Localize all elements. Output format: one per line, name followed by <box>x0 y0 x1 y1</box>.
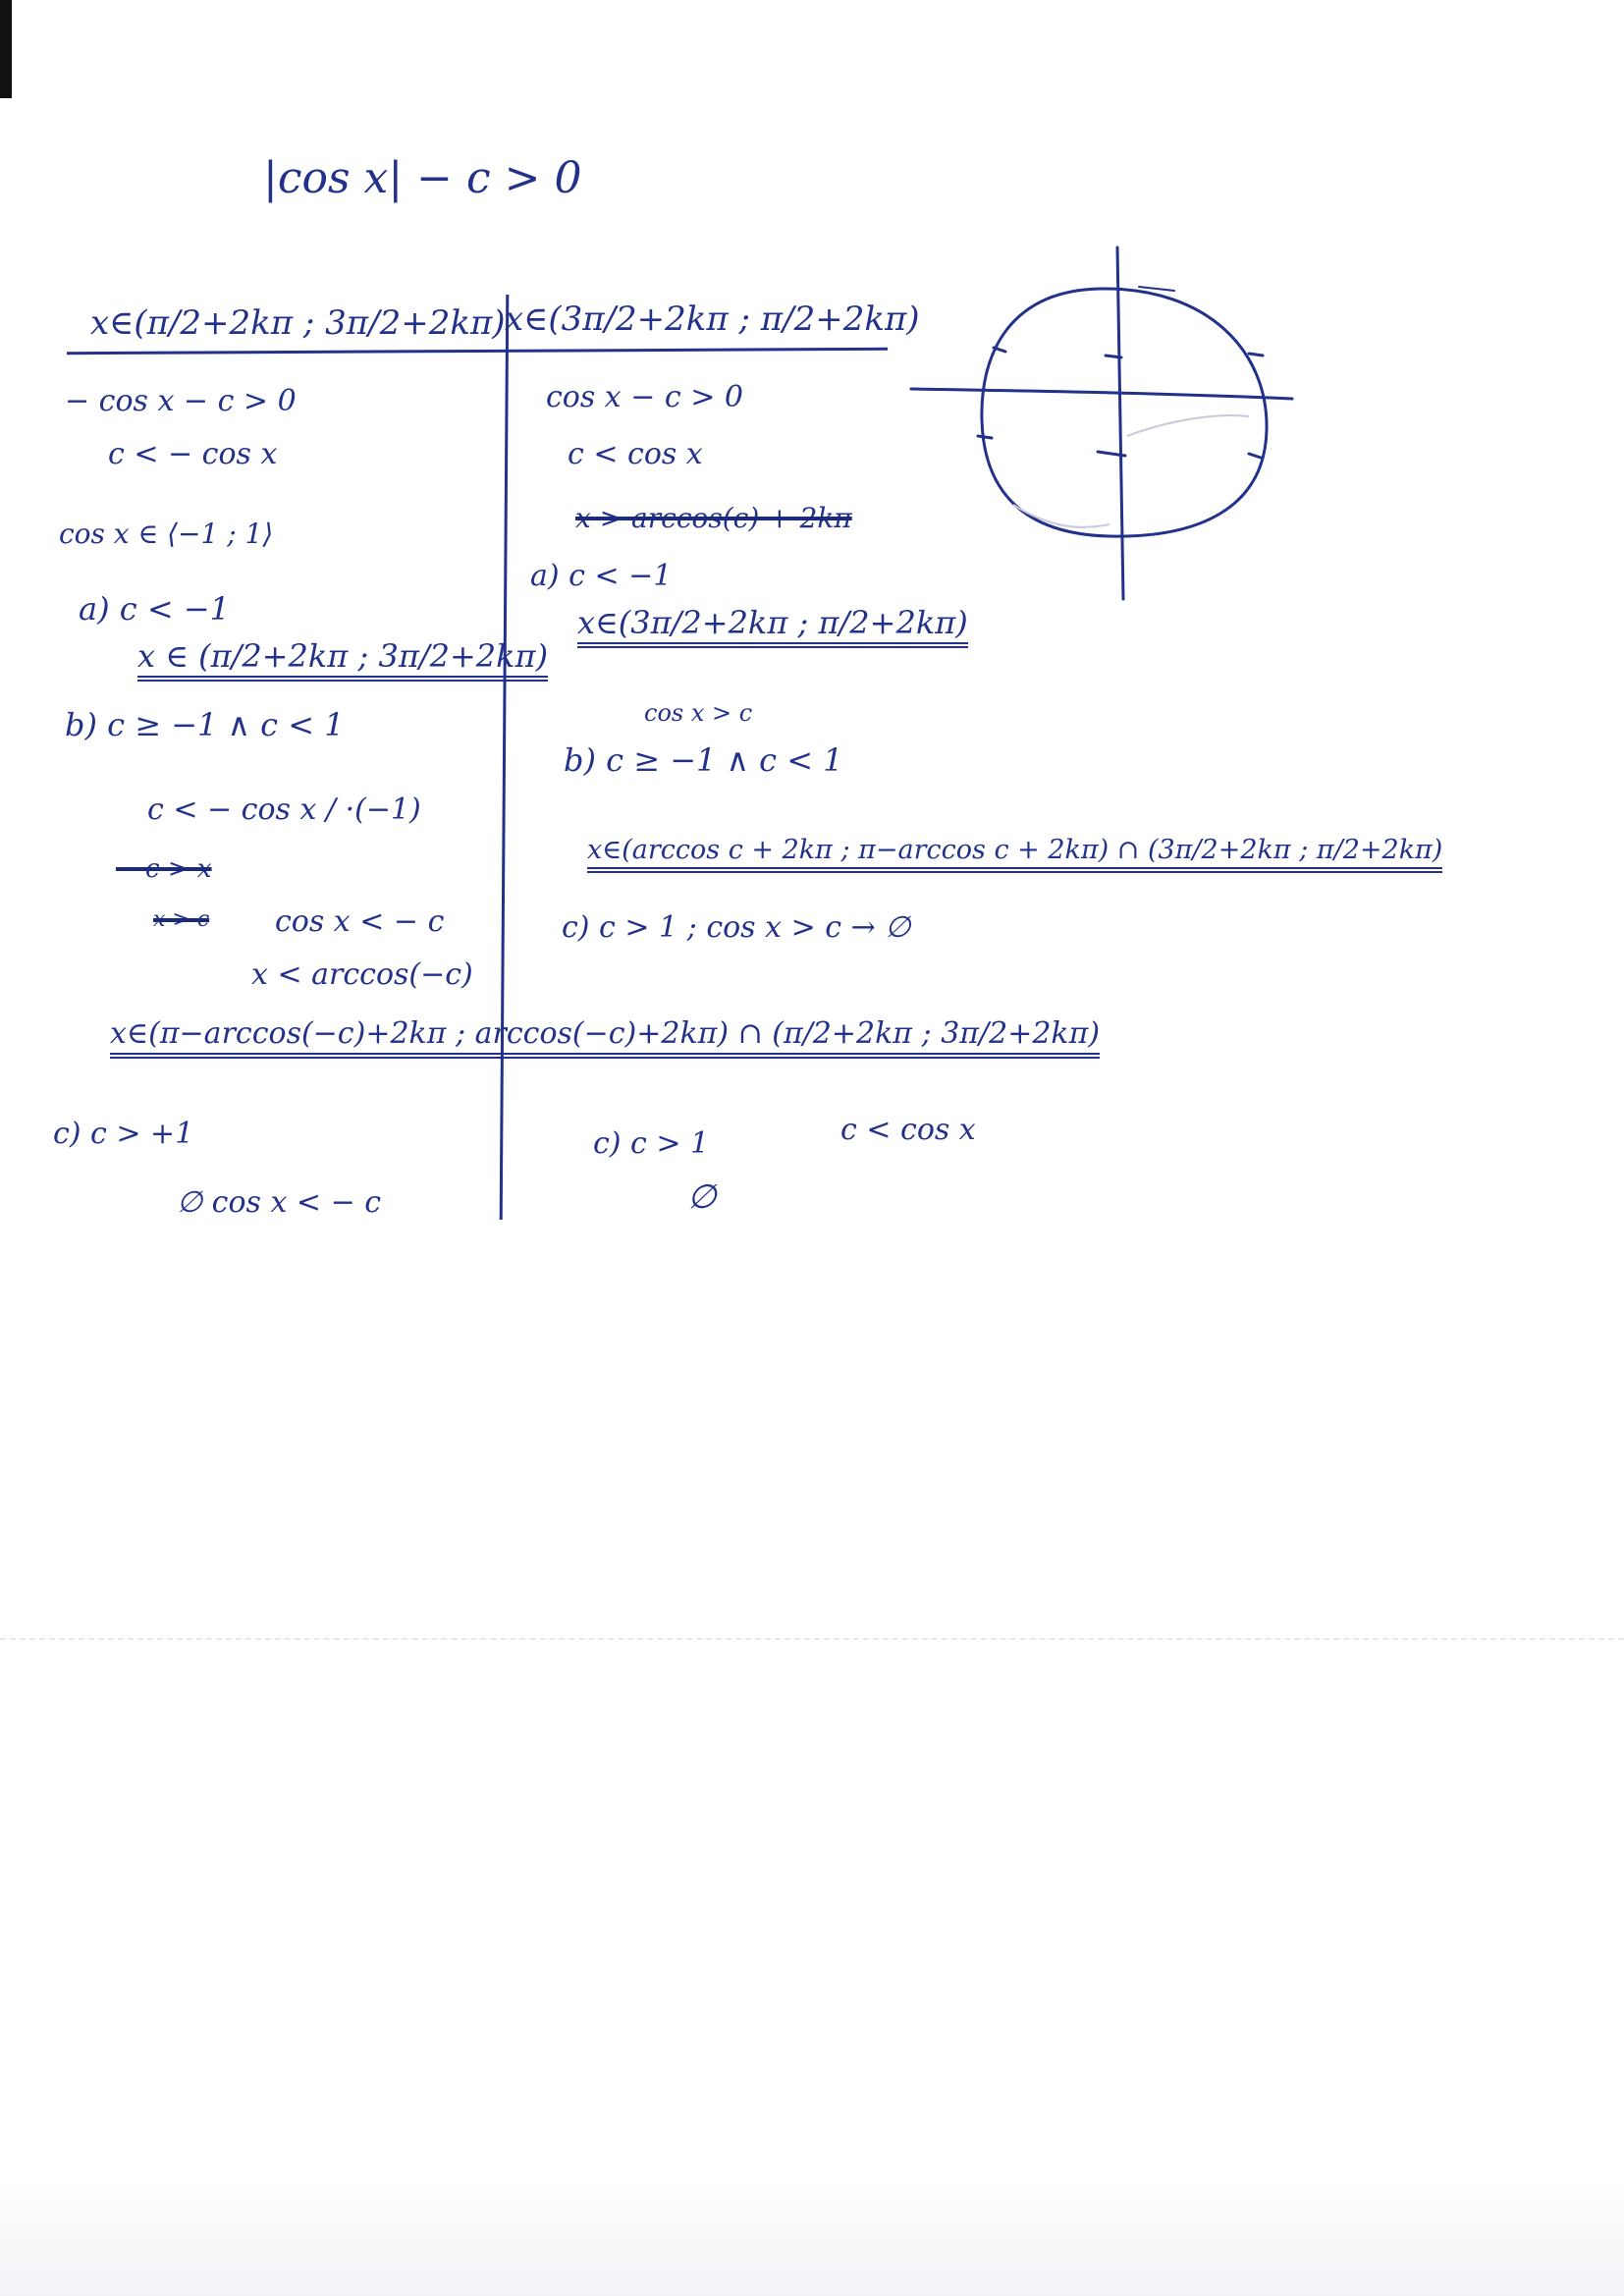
scan-edge-mark <box>0 0 12 98</box>
right-line-1: cos x − c > 0 <box>546 380 744 414</box>
right-case-b: b) c ≥ −1 ∧ c < 1 <box>564 741 843 779</box>
left-line-2: c < − cos x <box>108 437 278 471</box>
right-line-3: cos x > c <box>644 699 753 727</box>
right-condition: x∈(3π/2+2kπ ; π/2+2kπ) <box>505 300 920 339</box>
right-case-b-result: x∈(arccos c + 2kπ ; π−arccos c + 2kπ) ∩ (3π/2+2kπ ; π/2+2kπ) <box>587 837 1442 873</box>
left-line-b3: x < arccos(−c) <box>251 957 473 992</box>
left-case-b: b) c ≥ −1 ∧ c < 1 <box>65 706 345 743</box>
left-line-b1: c < − cos x / ·(−1) <box>147 793 421 827</box>
left-struck-2: x > c <box>153 907 210 932</box>
left-case-b-result: x∈(π−arccos(−c)+2kπ ; arccos(−c)+2kπ) ∩ (π/2+2kπ ; 3π/2+2kπ) <box>110 1019 1100 1059</box>
right-case-a: a) c < −1 <box>530 559 673 593</box>
left-line-3: cos x ∈ ⟨−1 ; 1⟩ <box>59 518 274 550</box>
column-divider <box>500 295 510 1220</box>
paper-fold-line <box>0 1638 1624 1640</box>
left-condition: x∈(π/2+2kπ ; 3π/2+2kπ) <box>90 303 506 343</box>
left-case-a-result: x ∈ (π/2+2kπ ; 3π/2+2kπ) <box>137 640 548 682</box>
column-header-rule <box>67 348 888 355</box>
left-struck-1: − c > x <box>116 854 212 884</box>
left-line-1: − cos x − c > 0 <box>65 384 297 418</box>
left-case-c: c) c > +1 <box>53 1117 194 1151</box>
left-line-b2: cos x < − c <box>275 904 445 939</box>
right-empty-set: ∅ <box>687 1177 717 1217</box>
right-line-4: c < cos x <box>840 1113 976 1147</box>
left-case-c-result: ∅ cos x < − c <box>177 1185 382 1220</box>
unit-circle-sketch <box>903 244 1296 617</box>
right-struck-1: x > arccos(c) + 2kπ <box>575 502 852 534</box>
right-case-a-result: x∈(3π/2+2kπ ; π/2+2kπ) <box>577 607 968 648</box>
page-heading: |cos x| − c > 0 <box>263 153 582 203</box>
right-line-2: c < cos x <box>568 437 703 471</box>
left-case-a: a) c < −1 <box>79 590 230 628</box>
right-case-c1: c) c > 1 ; cos x > c → ∅ <box>562 910 911 945</box>
right-case-c2: c) c > 1 <box>593 1126 710 1161</box>
